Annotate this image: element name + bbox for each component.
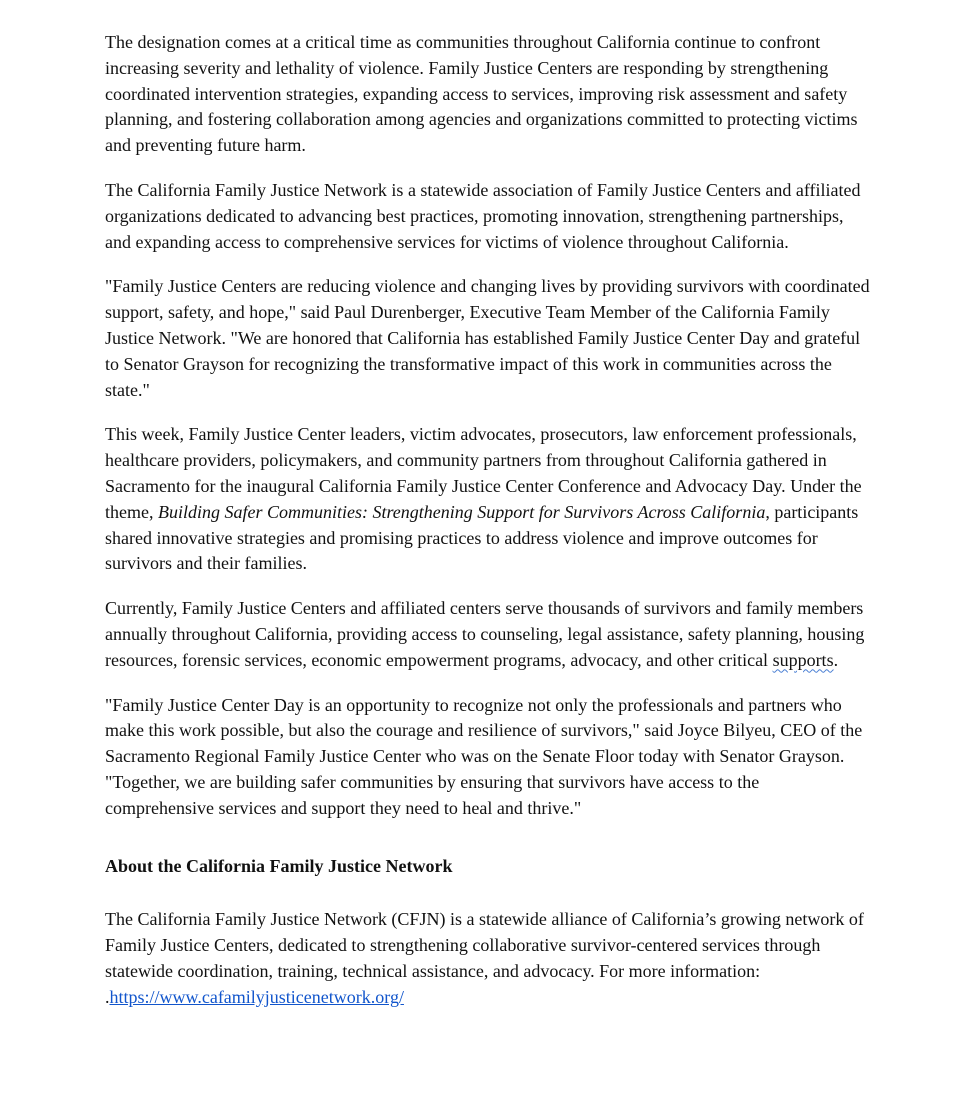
services-text-after: . bbox=[833, 649, 839, 670]
paragraph-designation: The designation comes at a critical time as communities throughout California continue to confront increasing severity and lethality of violence. Family Justice Centers are responding by strengthening coordinated intervention strategies, expanding access to services, improving risk assessment and safety planning, and fostering collaboration among agencies and organizations committed to protecting victims and preventing future harm. bbox=[105, 32, 858, 156]
paragraph-network-description: The California Family Justice Network is a statewide association of Family Justice Centers and affiliated organizations dedicated to advancing best practices, promoting innovation, strengthening partnerships, and expanding access to comprehensive services for victims of violence throughout California. bbox=[105, 179, 861, 252]
document-body bbox=[105, 30, 870, 1030]
paragraph-services bbox=[105, 596, 870, 673]
services-text-before: Currently, Family Justice Centers and affiliated centers serve thousands of survivors and family members annually throughout California, providing access to counseling, legal assistance, safety planning, housing resources, forensic services, economic empowerment programs, advocacy, and other critical bbox=[105, 598, 865, 670]
conference-text-after: , participants shared innovative strategies and promising practices to address violence and improve outcomes for survivors and their families. bbox=[105, 501, 859, 574]
website-link[interactable]: https://www.cafamilyjusticenetwork.org/ bbox=[109, 986, 404, 1007]
spellcheck-marked-word[interactable]: supports bbox=[772, 649, 834, 670]
paragraph-about bbox=[105, 907, 870, 1010]
paragraph-bilyeu-quote: "Family Justice Center Day is an opportunity to recognize not only the professionals and partners who make this work possible, but also the courage and resilience of survivors," said Joyce Bilyeu, CEO of the Sacramento Regional Family Justice Center who was on the Senate Floor today with Senator Grayson. "Together, we are building safer communities by ensuring that survivors have access to the comprehensive services and support they need to heal and thrive." bbox=[105, 694, 863, 818]
about-text: The California Family Justice Network (CFJN) is a statewide alliance of California’s growing network of Family Justice Centers, dedicated to strengthening collaborative survivor-centered services through statewide coordination, training, technical assistance, and advocacy. For more information: . bbox=[105, 909, 864, 1007]
paragraph-conference bbox=[105, 422, 870, 577]
conference-text-before: This week, Family Justice Center leaders, victim advocates, prosecutors, law enforcement professionals, healthcare providers, policymakers, and community partners from throughout California gathered in Sacramento for the inaugural California Family Justice Center Conference and Advocacy Day. Under the theme, bbox=[105, 424, 862, 522]
conference-theme: Building Safer Communities: Strengthening Support for Survivors Across California bbox=[157, 501, 766, 522]
about-heading: About the California Family Justice Network bbox=[105, 855, 453, 876]
paragraph-durenberger-quote: "Family Justice Centers are reducing violence and changing lives by providing survivors with coordinated support, safety, and hope," said Paul Durenberger, Executive Team Member of the California Family Justice Network. "We are honored that California has established Family Justice Center Day and grateful to Senator Grayson for recognizing the transformative impact of this work in communities across the state." bbox=[105, 276, 870, 400]
